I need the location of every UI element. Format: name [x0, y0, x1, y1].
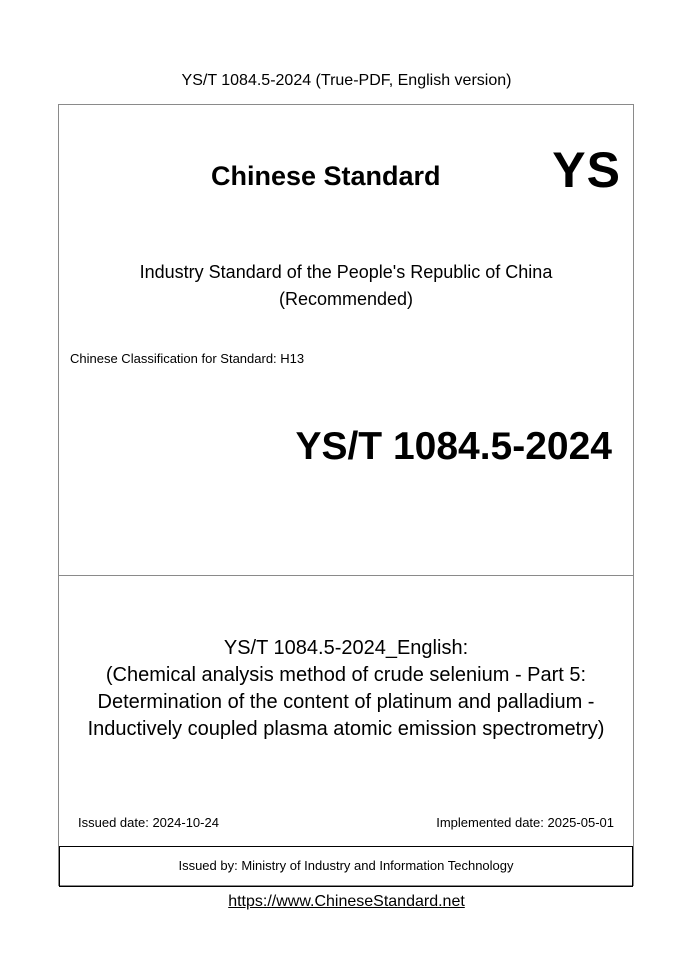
cover-frame — [58, 104, 634, 886]
issuer-box: Issued by: Ministry of Industry and Information Technology — [59, 846, 633, 887]
description-line: YS/T 1084.5-2024_English: — [223, 637, 469, 659]
description-line: Determination of the content of platinum and palladium - — [97, 691, 595, 713]
industry-line-1: Industry Standard of the People's Republic of China — [139, 262, 553, 282]
description-line: (Chemical analysis method of crude selenium - Part 5: — [105, 664, 587, 686]
industry-line-2: (Recommended) — [278, 289, 414, 309]
industry-statement — [59, 259, 633, 313]
ys-mark: YS — [552, 142, 621, 198]
section-divider — [59, 575, 633, 576]
implemented-date: Implemented date: 2025-05-01 — [436, 815, 614, 830]
description-line: Inductively coupled plasma atomic emission spectrometry) — [87, 718, 605, 740]
document-header-title: YS/T 1084.5-2024 (True-PDF, English version) — [181, 72, 512, 89]
standard-description — [59, 635, 633, 743]
website-link[interactable]: https://www.ChineseStandard.net — [228, 893, 465, 910]
standard-number: YS/T 1084.5-2024 — [295, 425, 612, 468]
issued-date: Issued date: 2024-10-24 — [78, 815, 219, 830]
classification-label: Chinese Classification for Standard: H13 — [70, 351, 305, 366]
footer-link-container — [0, 893, 693, 911]
standard-title: Chinese Standard — [211, 161, 441, 191]
